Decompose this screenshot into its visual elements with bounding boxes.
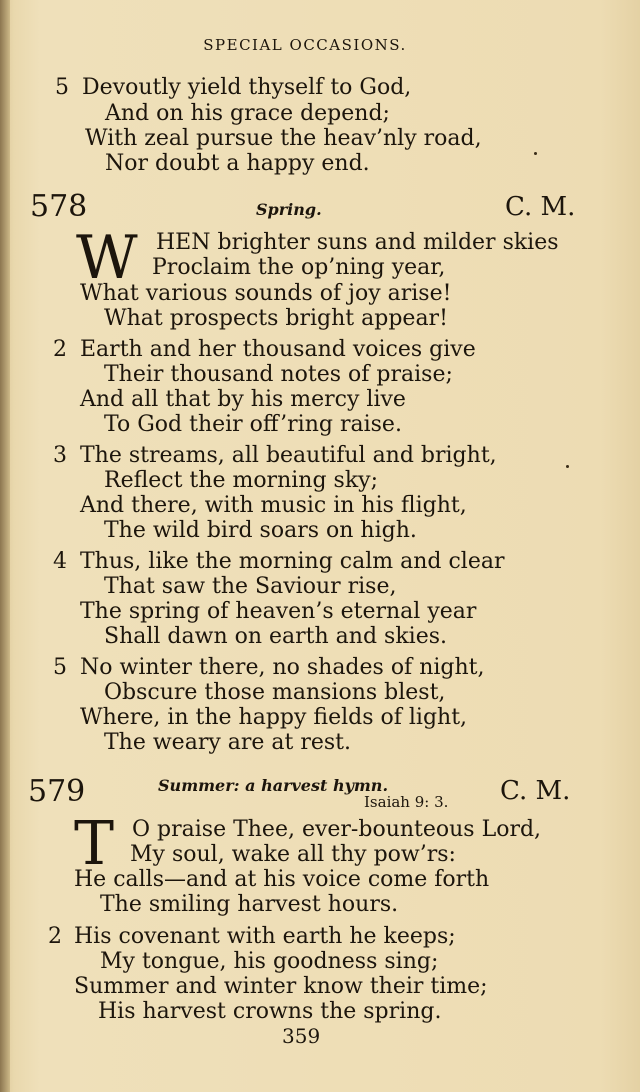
verse-line: My soul, wake all thy pow’rs: [130, 842, 456, 867]
verse-line: What various sounds of joy arise! [80, 281, 452, 306]
verse-line: The streams, all beautiful and bright, [80, 443, 497, 468]
verse-number: 2 [53, 337, 67, 362]
verse-line: Devoutly yield thyself to God, [82, 75, 412, 100]
hymn-number: 579 [28, 774, 86, 809]
hymn-title: Spring. [256, 200, 322, 219]
verse-line: O praise Thee, ever-bounteous Lord, [132, 817, 542, 842]
verse-number: 5 [53, 655, 67, 680]
verse-line: And there, with music in his flight, [80, 493, 467, 518]
verse-line: He calls—and at his voice come forth [74, 867, 490, 892]
verse-line: The smiling harvest hours. [100, 892, 399, 917]
print-speck [566, 465, 569, 468]
verse-line: Shall dawn on earth and skies. [104, 624, 447, 649]
drop-cap-letter: W [76, 223, 138, 293]
verse-line: Thus, like the morning calm and clear [80, 549, 505, 574]
verse-line: To God their off’ring raise. [104, 412, 402, 437]
verse-line: That saw the Saviour rise, [104, 574, 397, 599]
verse-line: Reflect the morning sky; [104, 468, 378, 493]
verse-line: Where, in the happy fields of light, [80, 705, 468, 730]
verse-line: Obscure those mansions blest, [104, 680, 446, 705]
verse-line: And on his grace depend; [105, 101, 390, 126]
verse-line: Their thousand notes of praise; [104, 362, 453, 387]
verse-line: His covenant with earth he keeps; [74, 924, 456, 949]
verse-line: Earth and her thousand voices give [80, 337, 476, 362]
verse-line: My tongue, his goodness sing; [100, 949, 439, 974]
hymn-meter: C. M. [505, 192, 576, 222]
verse-line: What prospects bright appear! [104, 306, 448, 331]
running-head: SPECIAL OCCASIONS. [203, 36, 407, 54]
verse-number: 3 [53, 443, 67, 468]
verse-line: The wild bird soars on high. [104, 518, 417, 543]
print-speck [534, 152, 537, 155]
verse-line: Nor doubt a happy end. [105, 151, 370, 176]
verse-line: HEN brighter suns and milder skies [156, 230, 559, 255]
book-binding-edge [0, 0, 10, 1092]
drop-cap-letter: T [74, 809, 115, 879]
verse-line: The spring of heaven’s eternal year [80, 599, 477, 624]
hymn-meter: C. M. [500, 776, 571, 806]
verse-line: Proclaim the op’ning year, [152, 255, 446, 280]
verse-line: No winter there, no shades of night, [80, 655, 485, 680]
verse-line: His harvest crowns the spring. [98, 999, 442, 1024]
verse-number: 5 [55, 75, 69, 100]
scripture-reference: Isaiah 9: 3. [364, 793, 449, 811]
verse-number: 4 [53, 549, 67, 574]
hymn-title: Summer: a harvest hymn. [158, 776, 389, 795]
verse-line: The weary are at rest. [104, 730, 352, 755]
verse-line: And all that by his mercy live [80, 387, 406, 412]
verse-number: 2 [48, 924, 62, 949]
verse-line: With zeal pursue the heav’nly road, [85, 126, 482, 151]
hymn-number: 578 [30, 189, 88, 224]
page-number: 359 [282, 1024, 321, 1048]
verse-line: Summer and winter know their time; [74, 974, 488, 999]
